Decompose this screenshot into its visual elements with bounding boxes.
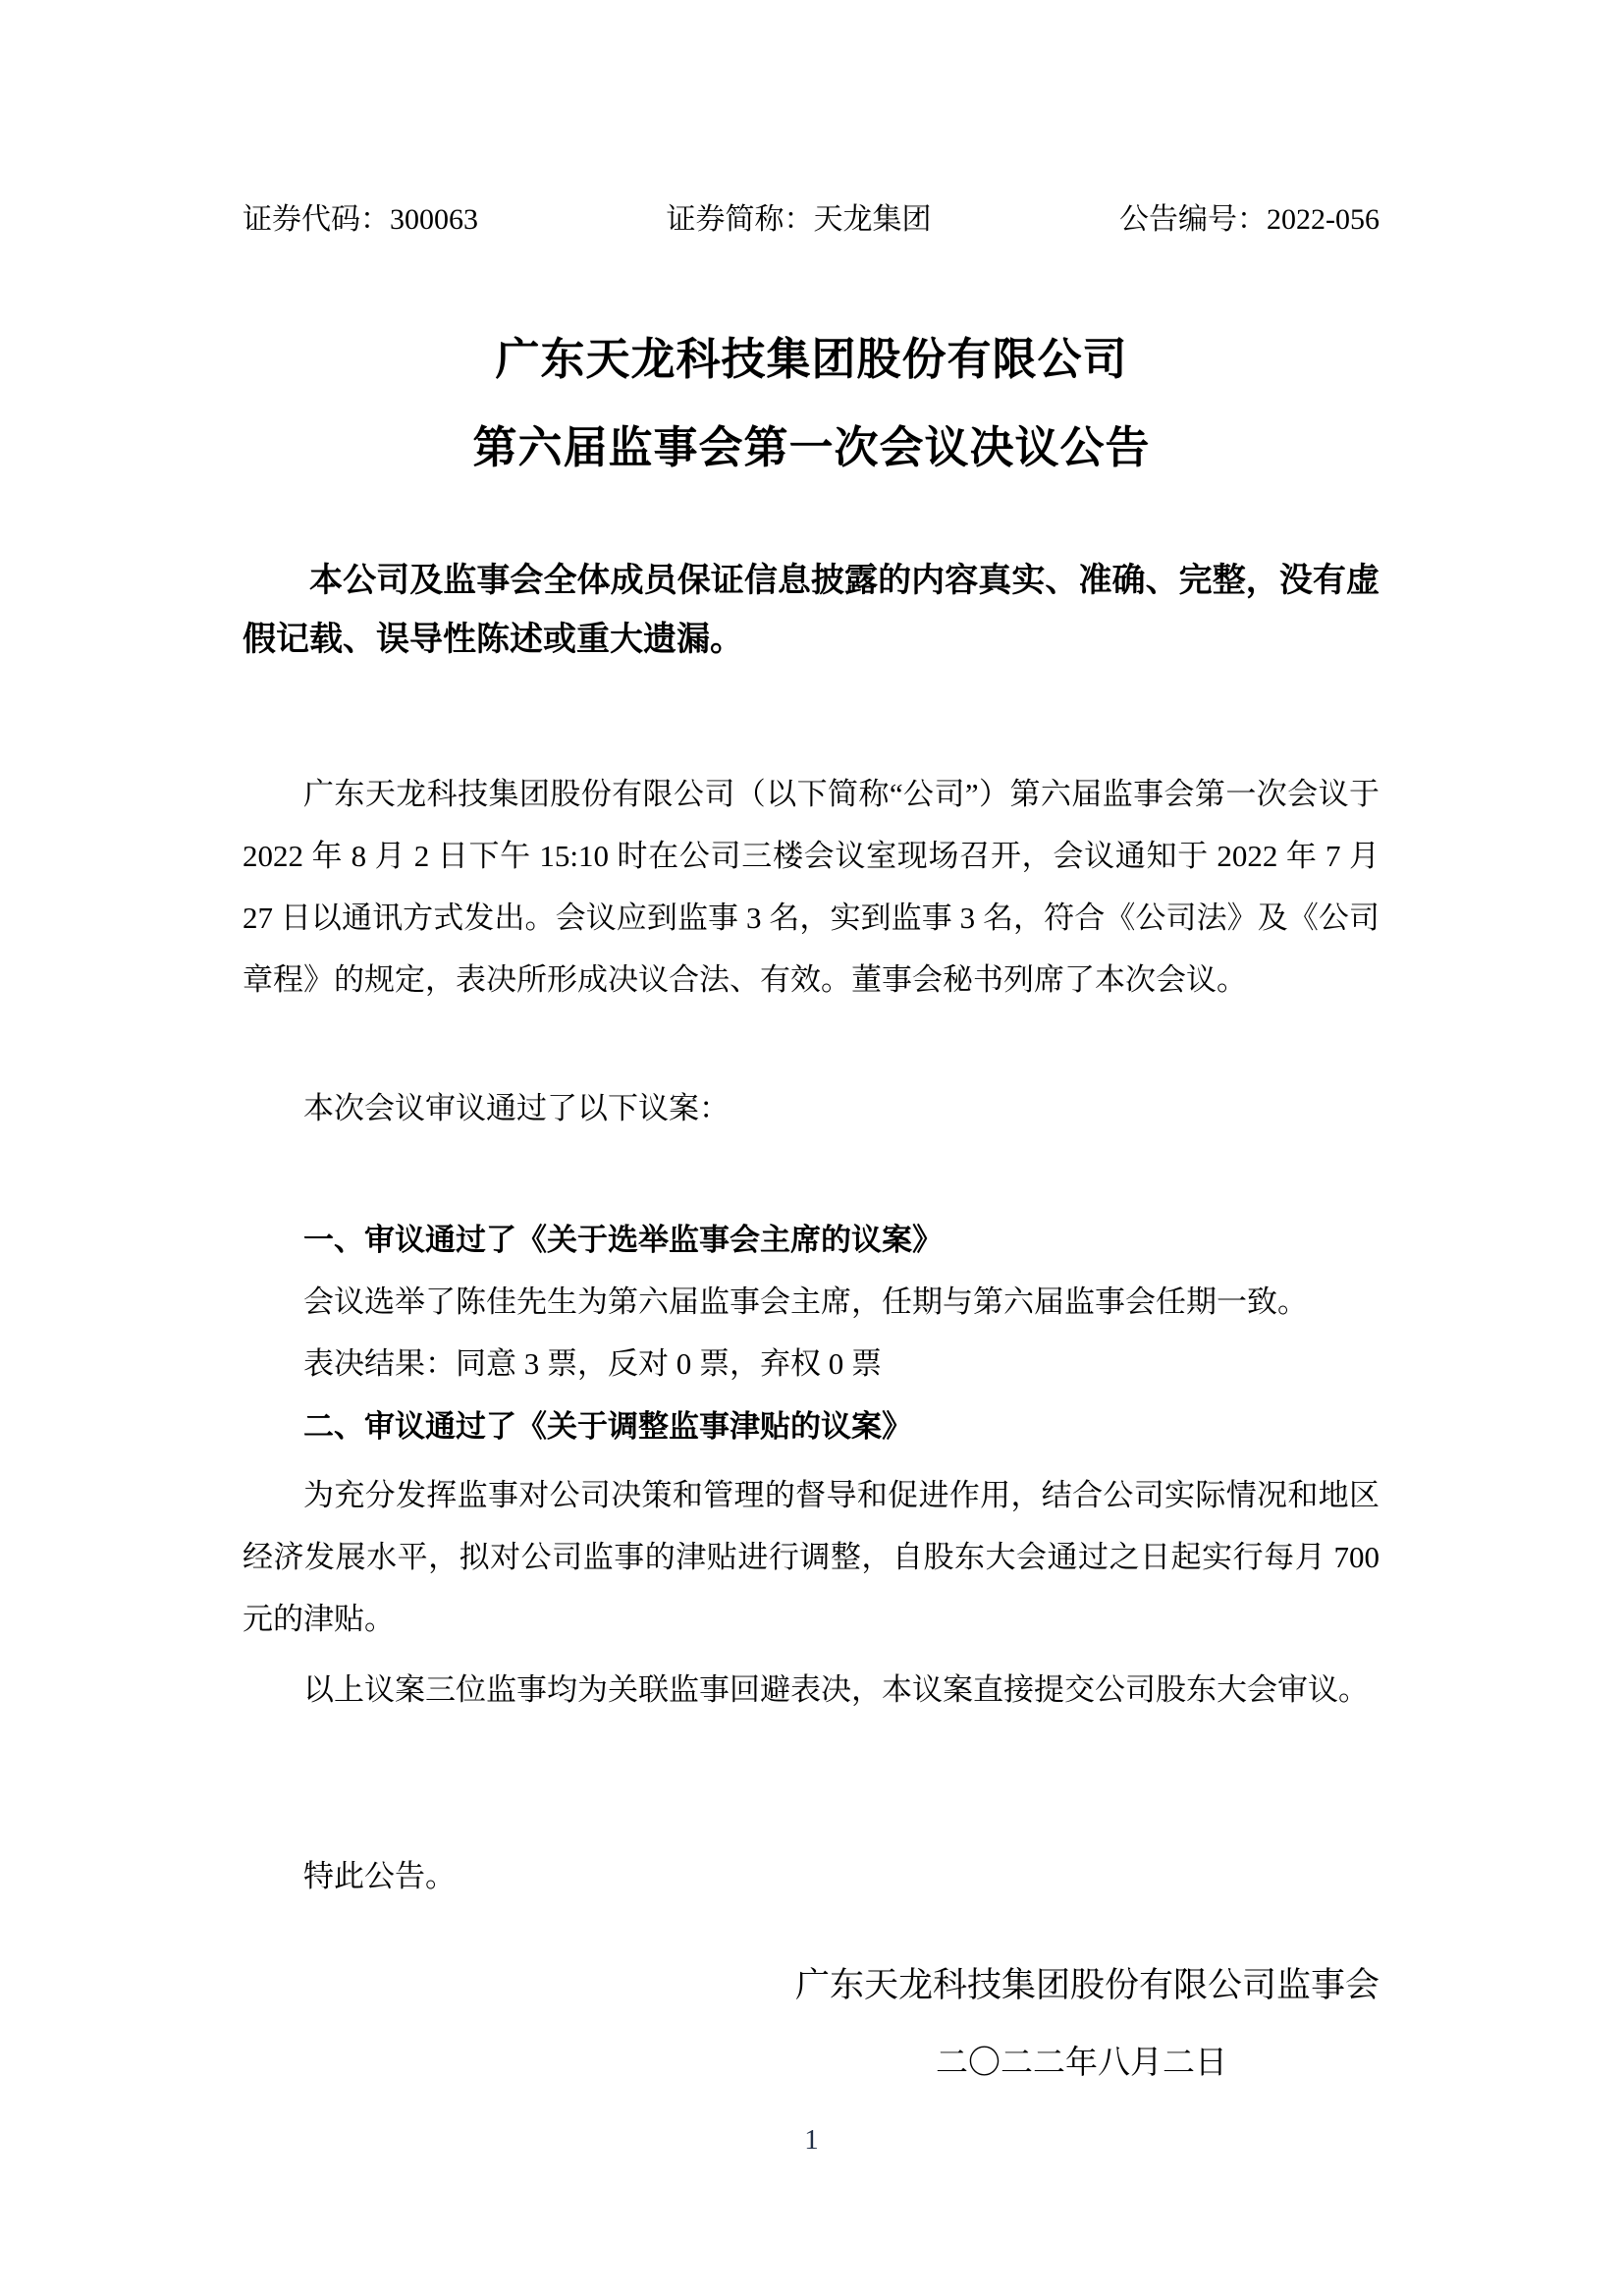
closing-line: 特此公告。 — [303, 1859, 456, 1893]
resolution-2-body: 为充分发挥监事对公司决策和管理的督导和促进作用，结合公司实际情况和地区经济发展水平，拟对公司监事的津贴进行调整，自股东大会通过之日起实行每月 700 元的津贴。 — [243, 1478, 1380, 1636]
resolution-1-heading: 一、审议通过了《关于选举监事会主席的议案》 — [303, 1223, 943, 1257]
agenda-lead-line: 本次会议审议通过了以下议案： — [303, 1091, 730, 1125]
announcement-title: 第六届监事会第一次会议决议公告 — [472, 423, 1151, 472]
disclaimer-statement: 本公司及监事会全体成员保证信息披露的内容真实、准确、完整，没有虚假记载、误导性陈述或重大遗漏。 — [243, 563, 1380, 658]
resolution-1-body: 会议选举了陈佳先生为第六届监事会主席，任期与第六届监事会任期一致。 — [303, 1285, 1308, 1319]
company-title: 广东天龙科技集团股份有限公司 — [495, 335, 1128, 384]
stock-abbr-label: 证券简称：天龙集团 — [666, 203, 932, 236]
meeting-intro-paragraph: 广东天龙科技集团股份有限公司（以下简称“公司”）第六届监事会第一次会议于 2022 年 8 月 2 日下午 15:10 时在公司三楼会议室现场召开，会议通知于 2022 年 7 月 27 日以通讯方式发出。会议应到监事 3 名，实到监事 3 名，符合《公司法》及《公司章程》的规定，表决所形成决议合法、有效。董事会秘书列席了本次会议。 — [243, 777, 1380, 997]
resolution-2-heading: 二、审议通过了《关于调整监事津贴的议案》 — [303, 1409, 912, 1444]
document-header-row — [243, 202, 1380, 238]
page-number: 1 — [804, 2124, 819, 2156]
announcement-no-label: 公告编号：2022-056 — [1119, 203, 1380, 236]
resolution-2-note: 以上议案三位监事均为关联监事回避表决，本议案直接提交公司股东大会审议。 — [303, 1672, 1369, 1707]
stock-code-label: 证券代码：300063 — [243, 203, 478, 236]
signature-date: 二〇二二年八月二日 — [936, 2046, 1227, 2081]
signature-company: 广东天龙科技集团股份有限公司监事会 — [794, 1966, 1380, 2004]
resolution-1-vote-result: 表决结果：同意 3 票，反对 0 票，弃权 0 票 — [303, 1346, 882, 1381]
